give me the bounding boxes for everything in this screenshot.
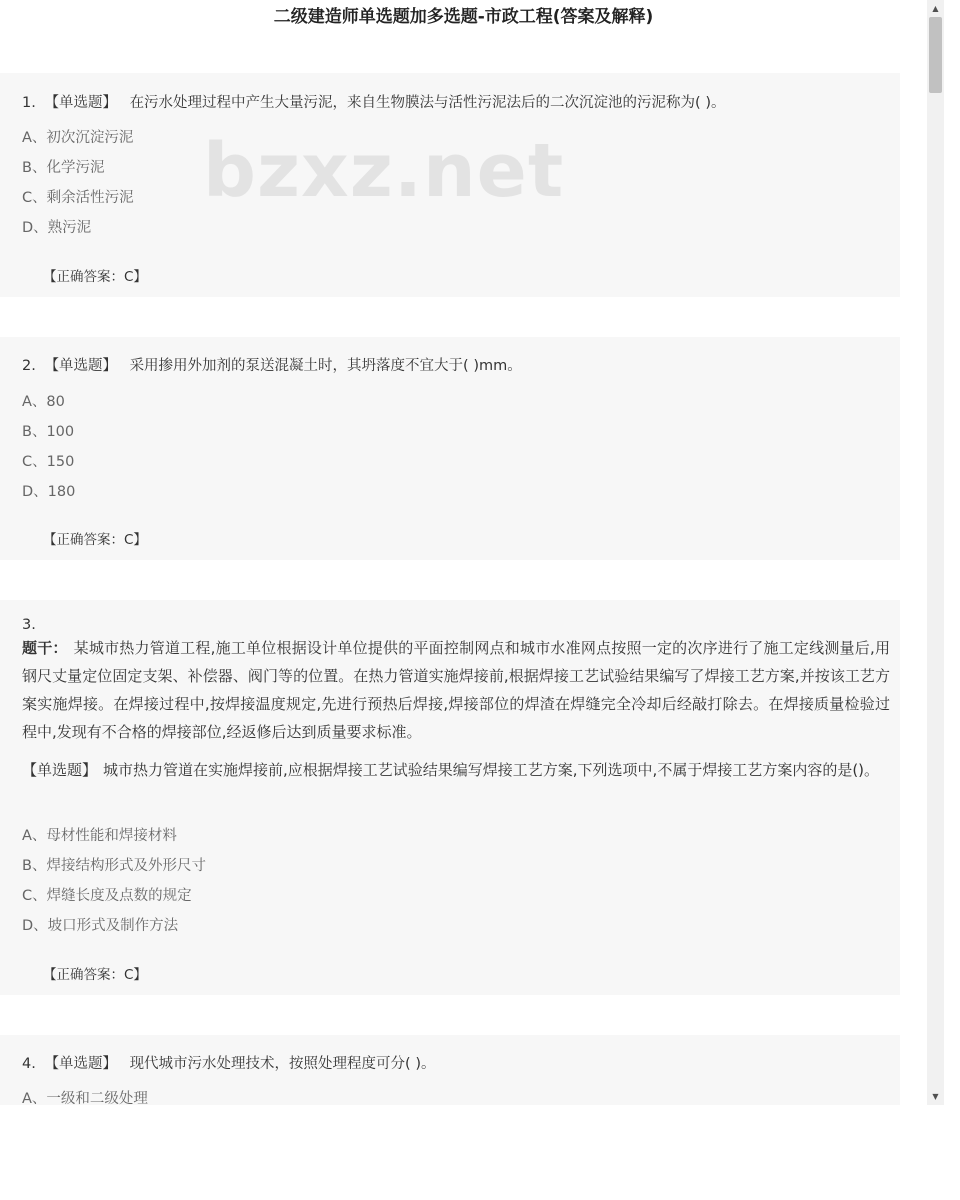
question-type-tag: 【单选题】 [44, 358, 117, 374]
option-c: C、150 [22, 454, 75, 470]
option-b: B、焊接结构形式及外形尺寸 [22, 858, 206, 874]
scroll-down-arrow-icon[interactable]: ▼ [932, 1092, 939, 1101]
vertical-scrollbar[interactable] [927, 0, 944, 1105]
option-b: B、100 [22, 424, 75, 440]
option-a: A、母材性能和焊接材料 [22, 828, 177, 844]
option-a: A、初次沉淀污泥 [22, 130, 134, 146]
question-stem [22, 634, 890, 746]
question-card-3 [0, 600, 900, 995]
correct-answer: 【正确答案：C】 [43, 532, 147, 548]
question-number: 2. [22, 358, 36, 374]
option-a: A、一级和二级处理 [22, 1091, 148, 1105]
question-type-tag: 【单选题】 [44, 95, 117, 111]
option-c: C、剩余活性污泥 [22, 190, 134, 206]
scroll-up-arrow-icon[interactable]: ▲ [932, 4, 939, 13]
question-header [22, 1052, 435, 1073]
option-d: D、熟污泥 [22, 220, 92, 236]
question-header [22, 91, 725, 112]
correct-answer: 【正确答案：C】 [43, 269, 147, 285]
question-number: 1. [22, 95, 36, 111]
question-type-tag: 【单选题】 [44, 1056, 117, 1072]
stem-label: 题干： [22, 639, 68, 657]
question-header [22, 354, 522, 375]
question-type-tag: 【单选题】 [22, 761, 98, 779]
question-text: 现代城市污水处理技术，按照处理程度可分( )。 [129, 1056, 436, 1072]
option-d: D、坡口形式及制作方法 [22, 918, 179, 934]
option-a: A、80 [22, 394, 65, 410]
question-card-4 [0, 1035, 900, 1105]
stem-text: 某城市热力管道工程,施工单位根据设计单位提供的平面控制网点和城市水准网点按照一定的次序进行了施工定线测量后,用钢尺丈量定位固定支架、补偿器、阀门等的位置。在热力管道实施焊接前,根据焊接工艺试验结果编写了焊接工艺方案,并按该工艺方案实施焊接。在焊接过程中,按焊接温度规定,先进行预热后焊接,焊接部位的焊渣在焊缝完全冷却后经敲打除去。在焊接质量检验过程中,发现有不合格的焊接部位,经返修后达到质量要求标准。 [22, 639, 890, 741]
watermark: bzxz.net [203, 128, 565, 214]
question-text: 在污水处理过程中产生大量污泥，来自生物膜法与活性污泥法后的二次沉淀池的污泥称为( )。 [129, 95, 726, 111]
question-text: 城市热力管道在实施焊接前,应根据焊接工艺试验结果编写焊接工艺方案,下列选项中,不属于焊接工艺方案内容的是()。 [103, 761, 880, 779]
option-b: B、化学污泥 [22, 160, 105, 176]
question-text: 采用掺用外加剂的泵送混凝土时，其坍落度不宜大于( )mm。 [129, 358, 522, 374]
question-header [22, 756, 890, 784]
scrollbar-thumb[interactable] [929, 17, 942, 93]
question-number: 3. [22, 617, 36, 633]
option-c: C、焊缝长度及点数的规定 [22, 888, 192, 904]
question-card-2 [0, 337, 900, 560]
page-title: 二级建造师单选题加多选题-市政工程(答案及解释) [273, 7, 654, 27]
correct-answer: 【正确答案：C】 [43, 967, 147, 983]
option-d: D、180 [22, 484, 76, 500]
question-card-1 [0, 73, 900, 297]
question-number: 4. [22, 1056, 36, 1072]
